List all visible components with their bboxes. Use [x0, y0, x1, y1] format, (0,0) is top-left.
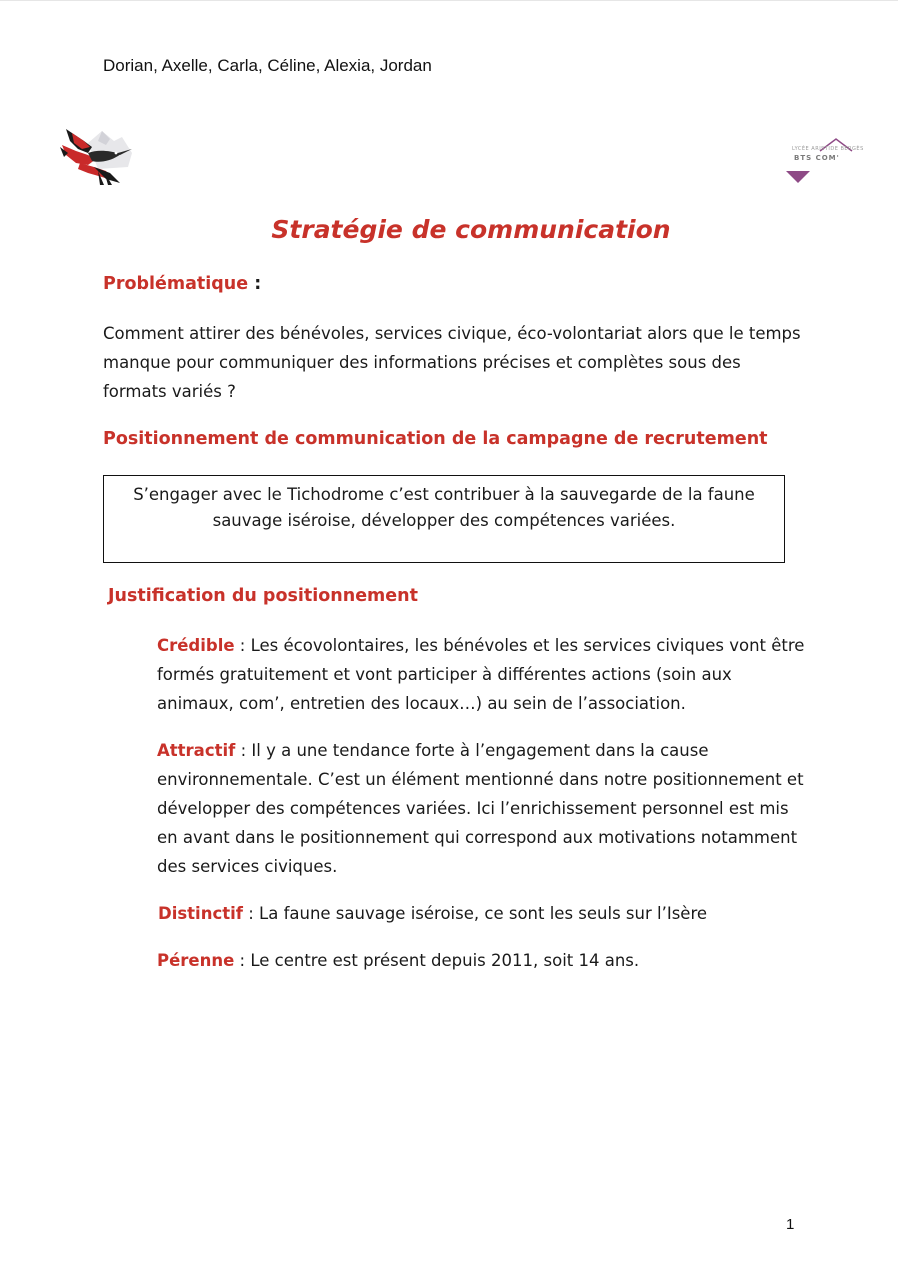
logo-bts-text: BTS COM'	[794, 154, 840, 162]
justification-heading: Justification du positionnement	[108, 586, 418, 606]
problematique-text: Comment attirer des bénévoles, services civique, éco-volontariat alors que le temps manque pour communiquer des informations précises et complètes sous des formats variés ?	[103, 324, 801, 401]
justification-text: : Les écovolontaires, les bénévoles et les services civiques vont être formés gratuitement et vont participer à différentes actions (soin aux animaux, com’, entretien des locaux…) au sein de l’association.	[157, 636, 805, 713]
justification-term: Pérenne	[157, 951, 235, 970]
justification-term: Attractif	[157, 741, 236, 760]
positioning-statement-box	[103, 475, 785, 563]
bts-com-logo	[780, 137, 864, 187]
page-title: Stratégie de communication	[271, 215, 671, 244]
justification-item-attractif	[157, 736, 807, 881]
logo-school-text: LYCÉE ARISTIDE BERGÈS	[792, 146, 864, 152]
problematique-heading	[103, 274, 261, 294]
wallcreeper-bird-logo	[58, 123, 136, 187]
positionnement-heading: Positionnement de communication de la campagne de recrutement	[103, 429, 768, 449]
justification-item-credible	[157, 631, 807, 718]
authors-line: Dorian, Axelle, Carla, Céline, Alexia, Jordan	[103, 56, 432, 75]
justification-item-distinctif	[158, 899, 808, 928]
problematique-heading-label: Problématique	[103, 274, 249, 294]
page-number: 1	[786, 1216, 795, 1233]
justification-text: : Le centre est présent depuis 2011, soit 14 ans.	[234, 951, 640, 970]
justification-item-perenne	[157, 946, 807, 975]
problematique-heading-colon: :	[248, 274, 262, 294]
positioning-statement: S’engager avec le Tichodrome c’est contribuer à la sauvegarde de la faune sauvage iséroise, développer des compétences variées.	[133, 485, 755, 530]
justification-text: : La faune sauvage iséroise, ce sont les seuls sur l’Isère	[242, 904, 708, 923]
justification-term: Distinctif	[158, 904, 243, 923]
justification-term: Crédible	[157, 636, 235, 655]
justification-text: : Il y a une tendance forte à l’engagement dans la cause environnementale. C’est un élément mentionné dans notre positionnement et développer des compétences variées. Ici l’enrichissement personnel est mis en avant dans le positionnement qui correspond aux motivations notamment des services civiques.	[157, 741, 804, 876]
